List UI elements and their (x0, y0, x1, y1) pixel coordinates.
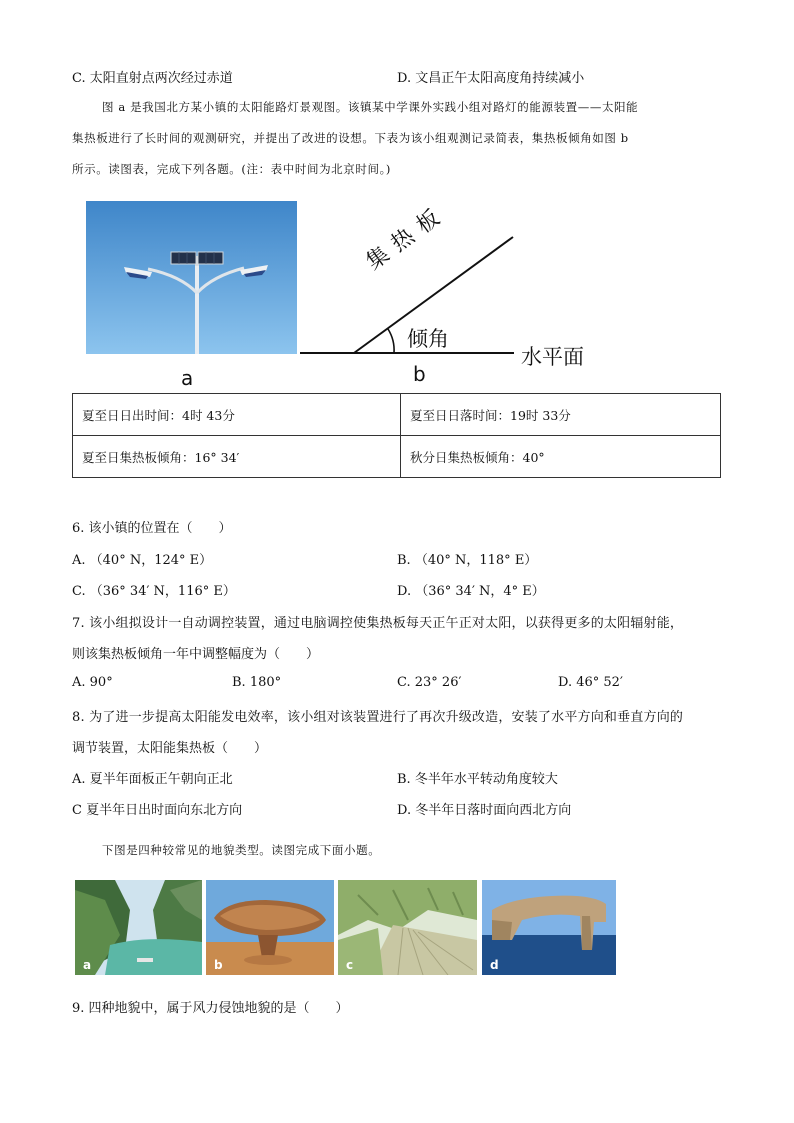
q6-stem: 6. 该小镇的位置在（ ） (72, 521, 232, 536)
landform-label-c: c (346, 958, 354, 972)
landform-photo-d (482, 880, 616, 975)
landform-intro: 下图是四种较常见的地貌类型。读图完成下面小题。 (102, 843, 381, 857)
intro-line-2: 集热板进行了长时间的观测研究，并提出了改进的设想。下表为该小组观测记录简表，集热板倾角如图 b (72, 131, 629, 145)
q8-stem-line-1: 8. 为了进一步提高太阳能发电效率，该小组对该装置进行了再次升级改造，安装了水平方向和垂直方向的 (72, 710, 684, 725)
landform-label-d: d (490, 958, 499, 972)
q7-stem-line-2: 则该集热板倾角一年中调整幅度为（ ） (72, 647, 320, 662)
landform-label-b: b (214, 958, 223, 972)
solar-lamp-photo (86, 201, 297, 354)
q7-option-c: C. 23° 26′ (397, 675, 462, 690)
tilt-angle-label: 倾角 (407, 327, 449, 351)
q6-option-d: D. （36° 34′ N，4° E） (397, 584, 545, 599)
q8-option-d: D. 冬半年日落时面向西北方向 (397, 803, 572, 818)
landform-label-a: a (83, 958, 92, 972)
q7-option-d: D. 46° 52′ (558, 675, 623, 690)
table-cell: 夏至日日出时间：4时 43分 (73, 394, 401, 436)
q5-option-d: D. 文昌正午太阳高度角持续减小 (397, 71, 585, 86)
q7-option-a: A. 90° (72, 675, 113, 690)
q6-option-b: B. （40° N，118° E） (397, 553, 538, 568)
table-cell: 秋分日集热板倾角：40° (401, 436, 721, 478)
q8-option-a: A. 夏半年面板正午朝向正北 (72, 772, 233, 787)
q8-stem-line-2: 调节装置，太阳能集热板（ ） (72, 741, 268, 756)
q7-option-b: B. 180° (232, 675, 282, 690)
table-row (73, 394, 721, 436)
collector-panel-label: 集热板 (361, 200, 452, 276)
q6-option-c: C. （36° 34′ N，116° E） (72, 584, 236, 599)
landform-photo-c (338, 880, 477, 975)
landform-photo-a (75, 880, 202, 975)
q8-option-c: C 夏半年日出时面向东北方向 (72, 803, 243, 818)
intro-line-3: 所示。读图表，完成下列各题。(注：表中时间为北京时间。) (72, 162, 392, 176)
q6-option-a: A. （40° N，124° E） (72, 553, 213, 568)
table-row (73, 436, 721, 478)
q7-stem-line-1: 7. 该小组拟设计一自动调控装置，通过电脑调控使集热板每天正午正对太阳，以获得更多的太阳辐射能， (72, 616, 684, 631)
intro-line-1: 图 a 是我国北方某小镇的太阳能路灯景观图。该镇某中学课外实践小组对路灯的能源装置——太阳能 (102, 100, 639, 114)
figure-b-label: b (413, 362, 426, 386)
angle-arc (388, 329, 394, 353)
q8-option-b: B. 冬半年水平转动角度较大 (397, 772, 558, 787)
q9-stem: 9. 四种地貌中，属于风力侵蚀地貌的是（ ） (72, 1001, 349, 1016)
table-cell: 夏至日集热板倾角：16° 34′ (73, 436, 401, 478)
q5-option-c: C. 太阳直射点两次经过赤道 (72, 71, 233, 86)
horizontal-plane-label: 水平面 (521, 345, 584, 369)
landform-photo-b (206, 880, 334, 975)
figure-a-label: a (181, 366, 194, 390)
observation-table (72, 393, 721, 478)
table-cell: 夏至日日落时间：19时 33分 (401, 394, 721, 436)
